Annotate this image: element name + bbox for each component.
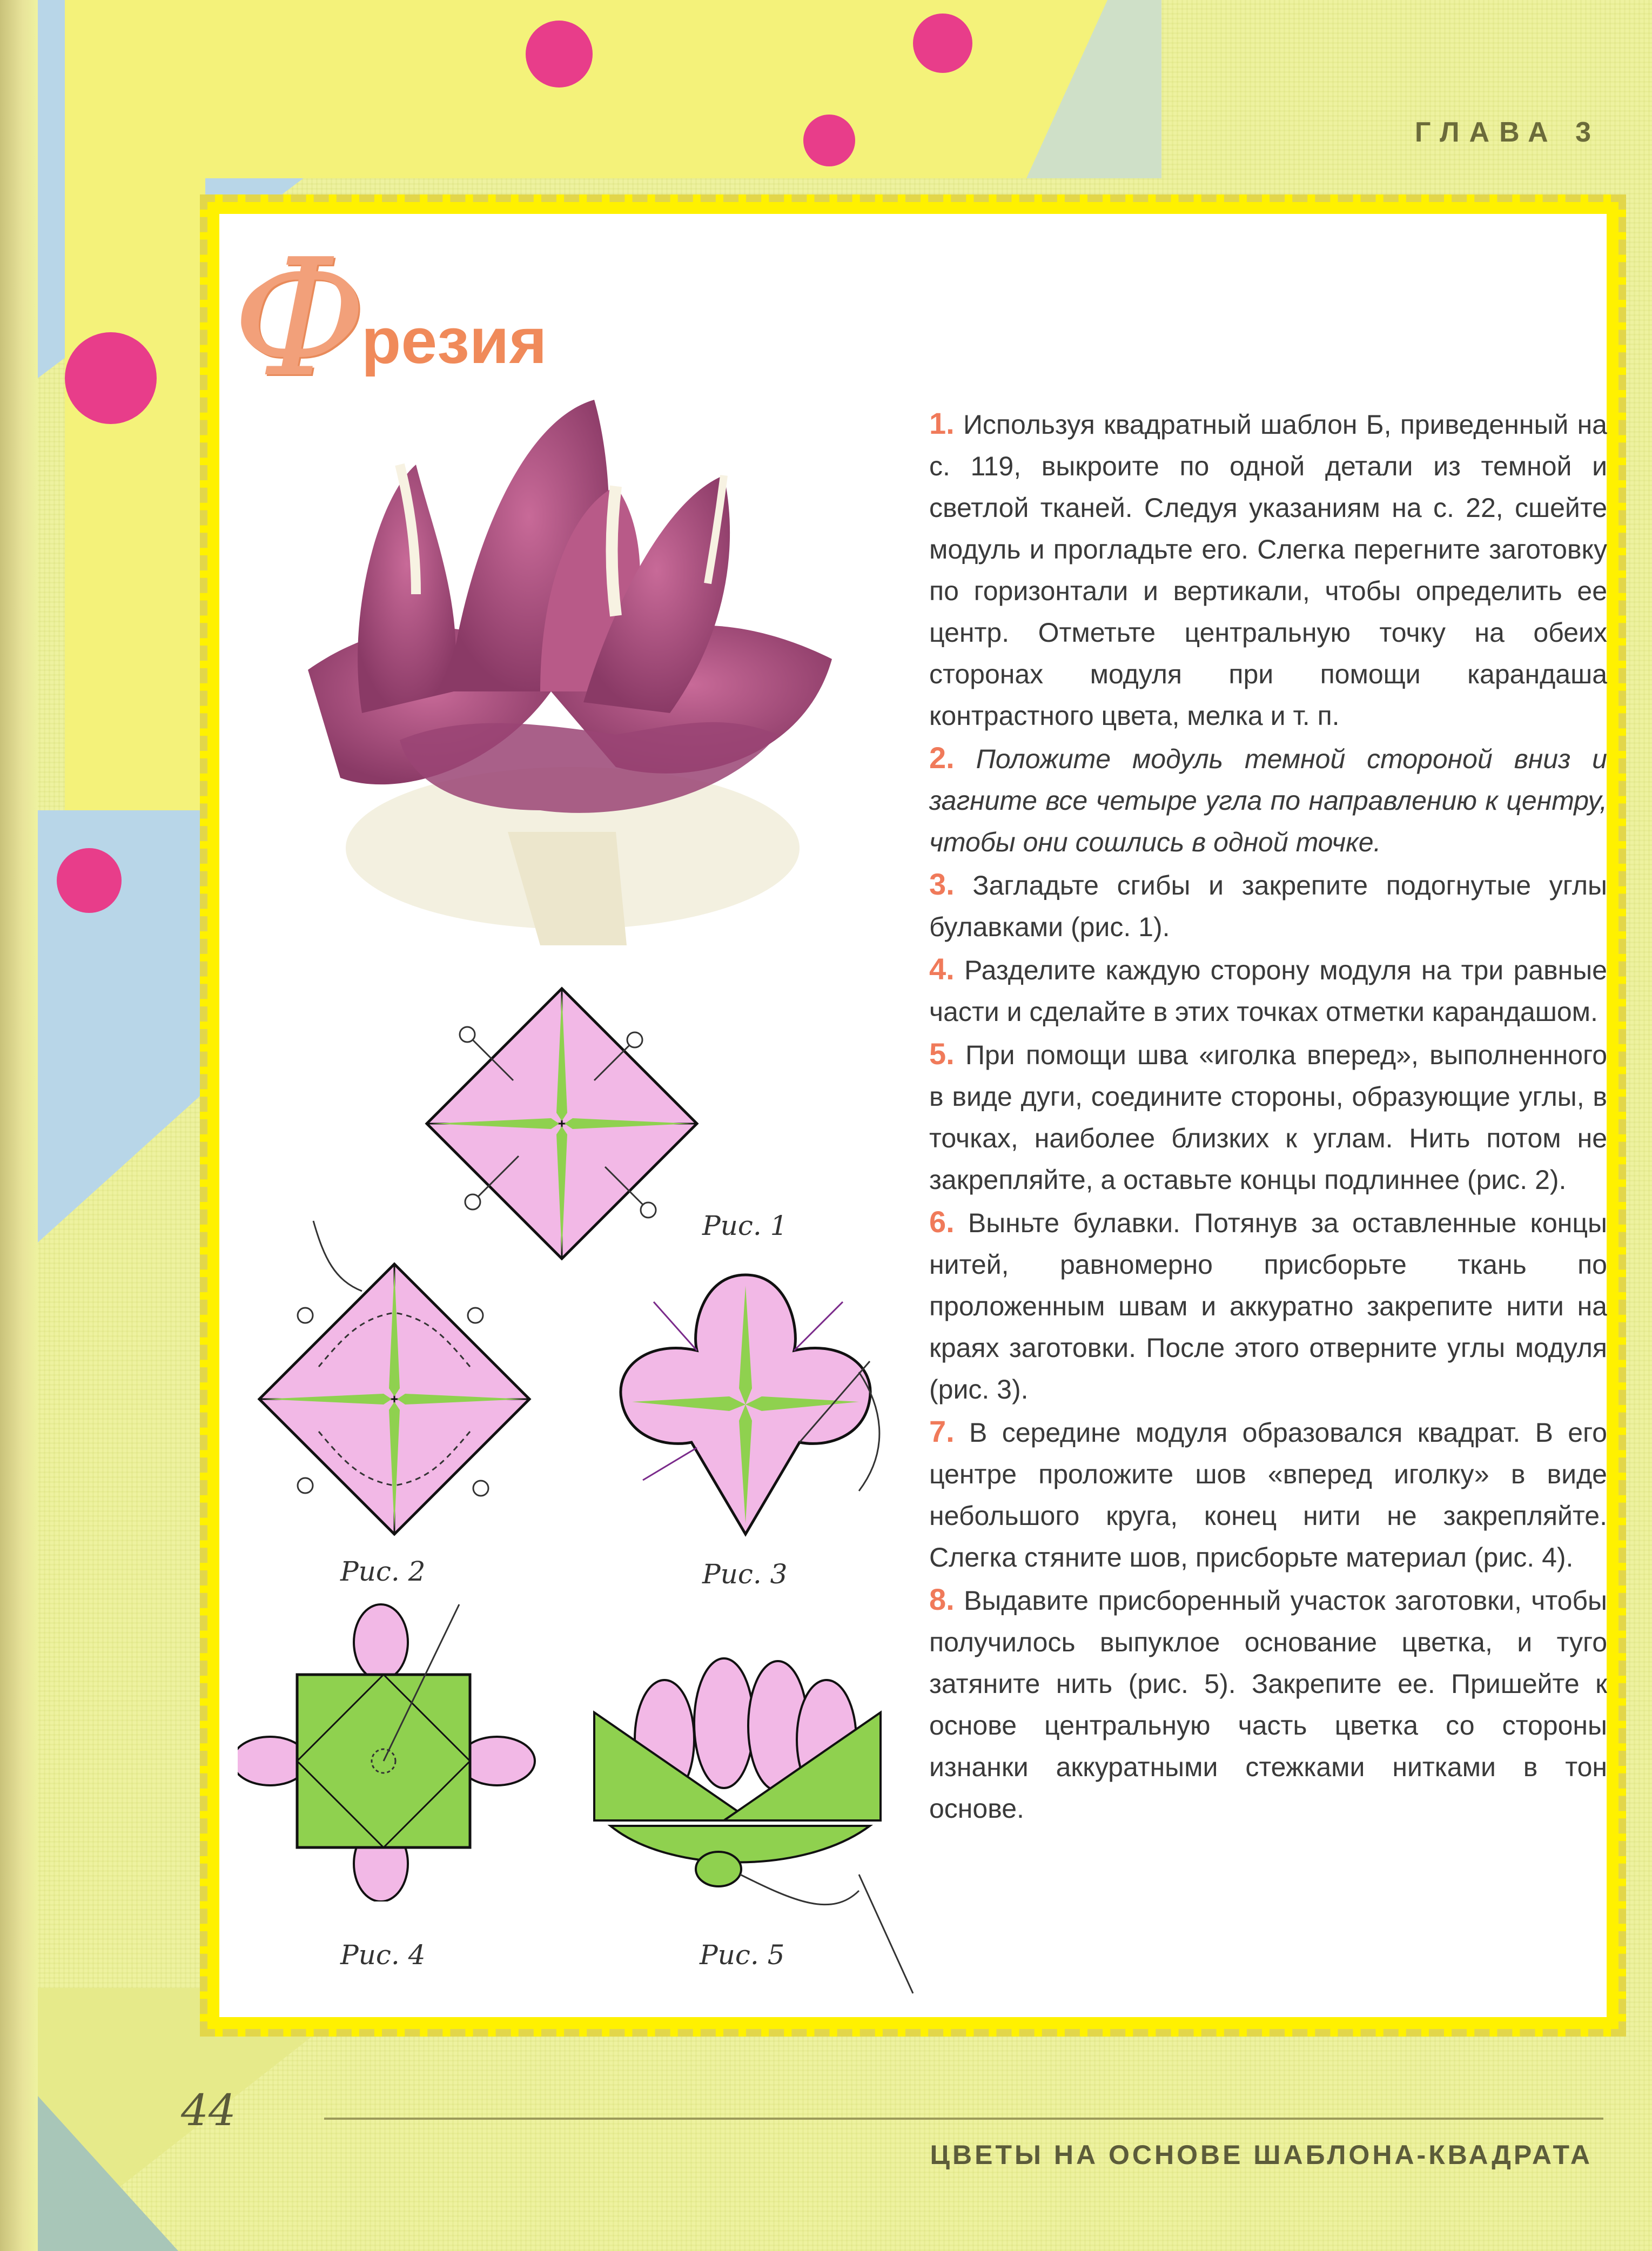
step-1: 1. Используя квадратный шаблон Б, приведенный на с. 119, выкроите по одной детали из темной и светлой тканей. Следуя указаниям на с. 22, сшейте модуль и прогладьте его. Слегка перегните заготовку по горизонтали и вертикали, чтобы определить ее центр. Отметьте центральную точку на обеих сторонах модуля при помощи карандаша контрастного цвета, мелка и т. п. [929, 406, 1607, 731]
fig4-caption: Рис. 4 [340, 1939, 426, 1971]
fig2-caption: Рис. 2 [340, 1556, 426, 1587]
fig1-caption: Рис. 1 [702, 1210, 788, 1241]
step-2: 2. Положите модуль темной стороной вниз и загните все четыре угла по направлению к центру, чтобы они сошлись в одной точке. [929, 741, 1607, 857]
diagram-fig3 [589, 1264, 902, 1545]
footer-divider [324, 2118, 1603, 2120]
step-8: 8. Выдавите присборенный участок заготовки, чтобы получилось выпуклое основание цветка, и туго затяните нить (рис. 5). Закрепите ее. Пришейте к основе центральную часть цветка со стороны изнанки аккуратными стежками нитками в тон основе. [929, 1582, 1607, 1824]
title-initial: Ф [232, 224, 367, 413]
chapter-label: ГЛАВА 3 [1414, 117, 1601, 148]
instructions [929, 402, 1607, 1830]
freesia-flower-photo [238, 389, 864, 956]
section-title: ЦВЕТЫ НА ОСНОВЕ ШАБЛОНА-КВАДРАТА [930, 2140, 1593, 2170]
step-5: 5. При помощи шва «иголка вперед», выполненного в виде дуги, соедините стороны, образующие углы, в точках, наиболее близких к углам. Нить потом не закрепляйте, а оставьте концы подлиннее (рис. 2). [929, 1037, 1607, 1195]
step-3: 3. Загладьте сгибы и закрепите подогнутые углы булавками (рис. 1). [929, 867, 1607, 942]
step-7: 7. В середине модуля образовался квадрат. В его центре проложите шов «вперед иголку» в виде небольшого круга, конец нити не закрепляйте. Слегка стяните шов, присборьте материал (рис. 4). [929, 1414, 1607, 1573]
title-rest: резия [361, 305, 547, 377]
fig5-caption: Рис. 5 [700, 1939, 785, 1971]
side-decoration [0, 810, 216, 1242]
page-number: 44 [181, 2085, 236, 2135]
page-title [232, 224, 547, 413]
fig3-caption: Рис. 3 [702, 1558, 788, 1590]
step-6: 6. Выньте булавки. Потянув за оставленные концы нитей, равномерно присборьте ткань по проложенным швам и аккуратно закрепите нити на краях заготовки. После этого отверните углы модуля (рис. 3). [929, 1205, 1607, 1405]
diagram-fig2 [254, 1215, 535, 1540]
step-4: 4. Разделите каждую сторону модуля на три равные части и сделайте в этих точках отметки карандашом. [929, 952, 1607, 1027]
diagram-fig4 [238, 1599, 540, 1901]
